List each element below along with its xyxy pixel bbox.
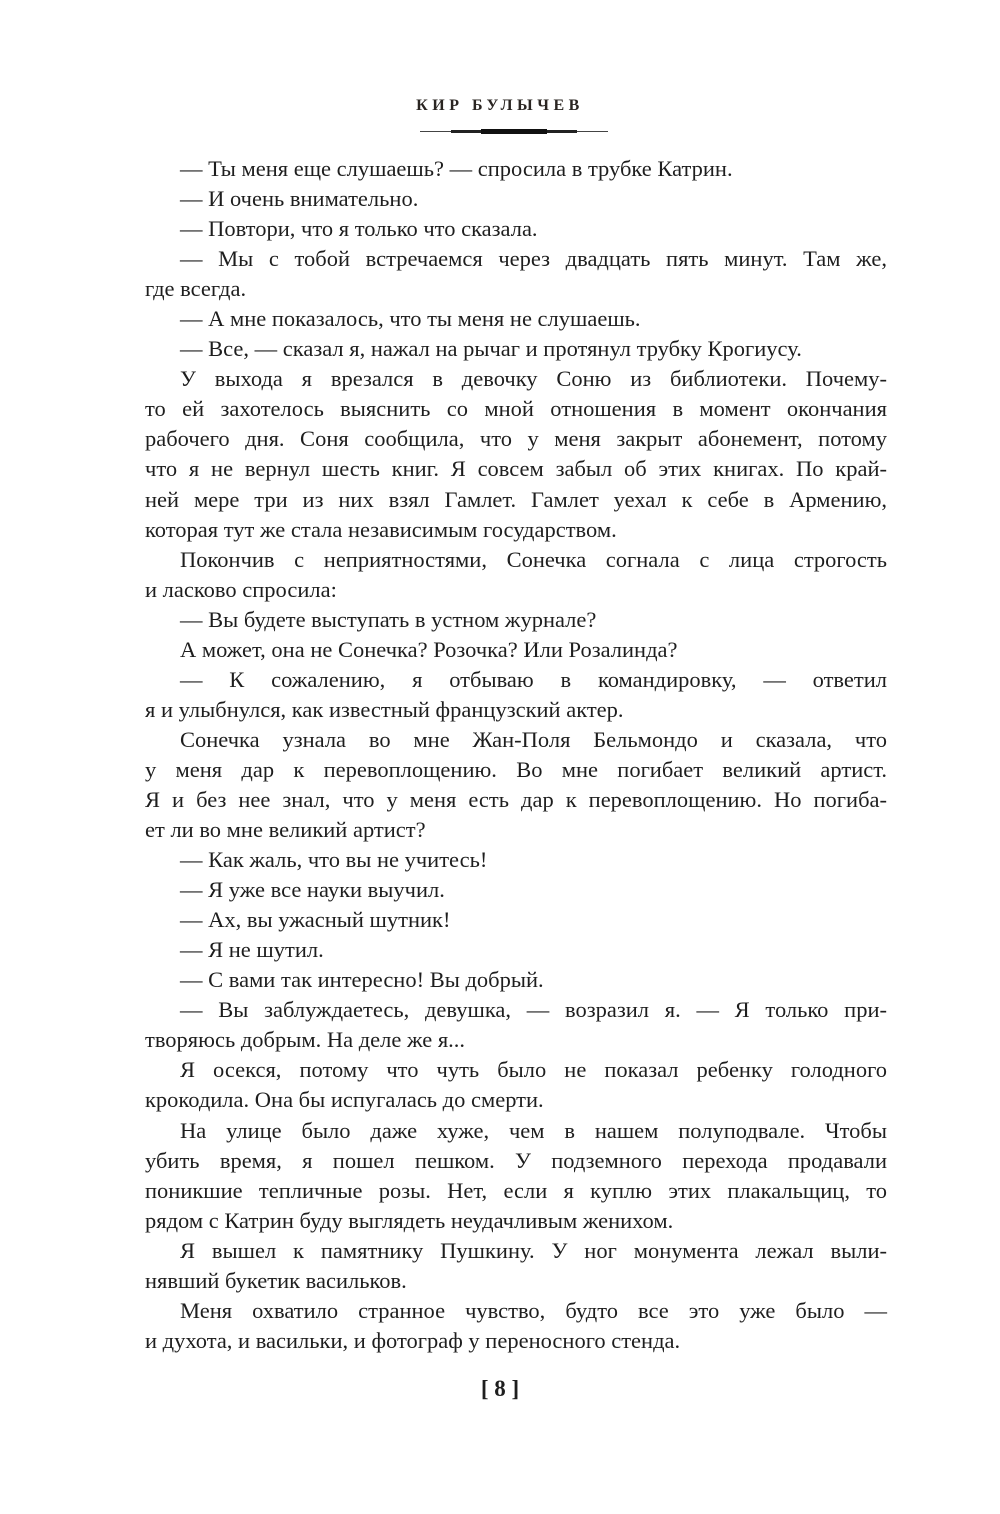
- text-line: — Мы с тобой встречаемся через двадцать пять минут. Там же,: [180, 246, 887, 272]
- text-line: Сонечка узнала во мне Жан-Поля Бельмондо и сказала, что: [180, 726, 887, 752]
- header-ornament-rule: [420, 131, 608, 132]
- text-line: — К сожалению, я отбываю в командировку, — ответил: [180, 666, 887, 692]
- text-line: я и улыбнулся, как известный французский актер.: [145, 696, 624, 722]
- text-line: творяюсь добрым. На деле же я...: [145, 1027, 466, 1053]
- text-line: Я вышел к памятнику Пушкину. У ног монумента лежал выли-: [180, 1237, 887, 1263]
- text-line: На улице было даже хуже, чем в нашем полуподвале. Чтобы: [180, 1117, 887, 1143]
- text-line: убить время, я пошел пешком. У подземного перехода продавали: [145, 1147, 887, 1173]
- text-line: и духота, и васильки, и фотограф у переносного стенда.: [145, 1327, 681, 1353]
- text-line: где всегда.: [145, 276, 247, 302]
- text-line: — С вами так интересно! Вы добрый.: [180, 967, 544, 993]
- text-line: что я не вернул шесть книг. Я совсем забыл об этих книгах. По край-: [145, 456, 887, 482]
- text-line: ней мере три из них взял Гамлет. Гамлет уехал к себе в Армению,: [145, 486, 887, 512]
- text-line: А может, она не Сонечка? Розочка? Или Розалинда?: [180, 636, 678, 662]
- text-line: — Я не шутил.: [180, 937, 324, 963]
- text-line: ет ли во мне великий артист?: [145, 817, 426, 843]
- text-line: — Как жаль, что вы не учитесь!: [180, 847, 488, 873]
- text-line: рабочего дня. Соня сообщила, что у меня закрыт абонемент, потому: [145, 426, 887, 452]
- text-line: У выхода я врезался в девочку Соню из библиотеки. Почему-: [180, 366, 887, 392]
- text-line: — Ты меня еще слушаешь? — спросила в трубке Катрин.: [180, 156, 733, 181]
- page-number: [ 8 ]: [480, 1376, 520, 1401]
- text-line: Меня охватило странное чувство, будто все это уже было —: [180, 1297, 887, 1323]
- text-line: — Вы будете выступать в устном журнале?: [180, 606, 597, 632]
- text-line: рядом с Катрин буду выглядеть неудачливым женихом.: [145, 1207, 674, 1233]
- text-line: — Ах, вы ужасный шутник!: [180, 907, 451, 933]
- text-line: — Все, — сказал я, нажал на рычаг и протянул трубку Крогиусу.: [180, 336, 802, 362]
- text-line: крокодила. Она бы испугалась до смерти.: [145, 1087, 544, 1113]
- rule-core-segment: [481, 129, 547, 134]
- text-line: и ласково спросила:: [145, 576, 337, 602]
- text-line: — Я уже все науки выучил.: [180, 877, 445, 903]
- text-line: поникшие тепличные розы. Нет, если я куплю этих плакальщиц, то: [145, 1177, 887, 1203]
- text-line: Я и без нее знал, что у меня есть дар к перевоплощению. Но погиба-: [145, 786, 887, 812]
- text-line: Покончив с неприятностями, Сонечка согнала с лица строгость: [180, 546, 887, 572]
- text-line: нявший букетик васильков.: [145, 1267, 407, 1293]
- text-line: — А мне показалось, что ты меня не слушаешь.: [180, 306, 641, 332]
- text-line: — Повтори, что я только что сказала.: [180, 216, 538, 242]
- text-line: которая тут же стала независимым государством.: [145, 516, 617, 542]
- text-line: у меня дар к перевоплощению. Во мне погибает великий артист.: [145, 756, 887, 782]
- text-line: — Вы заблуждаетесь, девушка, — возразил я. — Я только при-: [180, 997, 887, 1023]
- text-line: — И очень внимательно.: [180, 186, 419, 212]
- text-line: Я осекся, потому что чуть было не показал ребенку голодного: [180, 1057, 887, 1083]
- text-line: то ей захотелось выяснить со мной отношения в момент окончания: [145, 396, 887, 422]
- running-header-author: КИР БУЛЫЧЕВ: [416, 97, 584, 114]
- body-text: [145, 154, 887, 1356]
